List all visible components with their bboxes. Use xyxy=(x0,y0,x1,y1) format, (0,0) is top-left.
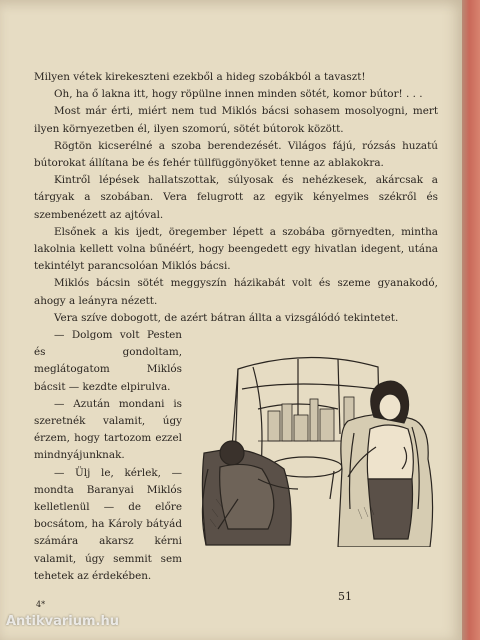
paragraph: Miklós bácsin sötét meggyszín házikabát volt és szeme gyanakodó, ahogy a leányra nézett. xyxy=(34,277,438,307)
paragraph: Oh, ha ő lakna itt, hogy röpülne innen minden sötét, komor bútor! . . . xyxy=(54,88,423,101)
paragraph: Kintről lépések hallatszottak, súlyosak és nehézkesek, akárcsak a tárgyak a szobában. Vera felugrott az egyik kényelmes székről és szembenézett az ajtóval. xyxy=(34,174,438,221)
body-text xyxy=(34,69,438,585)
paragraph: Vera szíve dobogott, de azért bátran állta a vizsgálódó tekintetet. xyxy=(54,311,399,324)
dialogue-paragraph: — Ülj le, kérlek, — mondta Baranyai Miklós kelletlenül — de előre bocsátom, ha Károly bátyád számára akarsz kérni valamit, úgy semmit sem tehetek az érdekében. xyxy=(34,466,182,582)
dialogue-paragraph: — Dolgom volt Pesten és gondoltam, meglátogatom Miklós bácsit — kezdte elpirulva. xyxy=(34,329,182,393)
paragraph: Milyen vétek kirekeszteni ezekből a hideg szobákból a tavaszt! xyxy=(34,71,366,83)
page-number: 51 xyxy=(338,590,352,603)
book-edge xyxy=(462,0,480,640)
paragraph: Rögtön kicserélné a szoba berendezését. Világos fájú, rózsás huzatú bútorokat állítana be és fehér tüllfüggönyöket tenne az ablakokra. xyxy=(34,139,438,170)
signature-mark: 4* xyxy=(36,600,46,609)
paragraph: Elsőnek a kis ijedt, öregember lépett a szobába görnyedten, mintha lakolnia kellett volna bűnéért, hogy beengedett egy hivatlan idegent, utána tekintélyt parancsolóan Miklós bácsi. xyxy=(34,225,438,273)
wrapped-text-column xyxy=(34,327,182,585)
dialogue-paragraph: — Azután mondani is szeretnék valamit, úgy érzem, hogy tartozom ezzel mindnyájunknak. xyxy=(34,397,182,462)
interior-scene-illustration xyxy=(198,349,438,547)
paragraph: Most már érti, miért nem tud Miklós bácsi sohasem mosolyogni, mert ilyen környezetben él, ilyen szomorú, sötét bútorok között. xyxy=(34,105,438,135)
watermark: Antikvarium.hu xyxy=(6,614,119,629)
wrapped-section xyxy=(34,327,438,585)
